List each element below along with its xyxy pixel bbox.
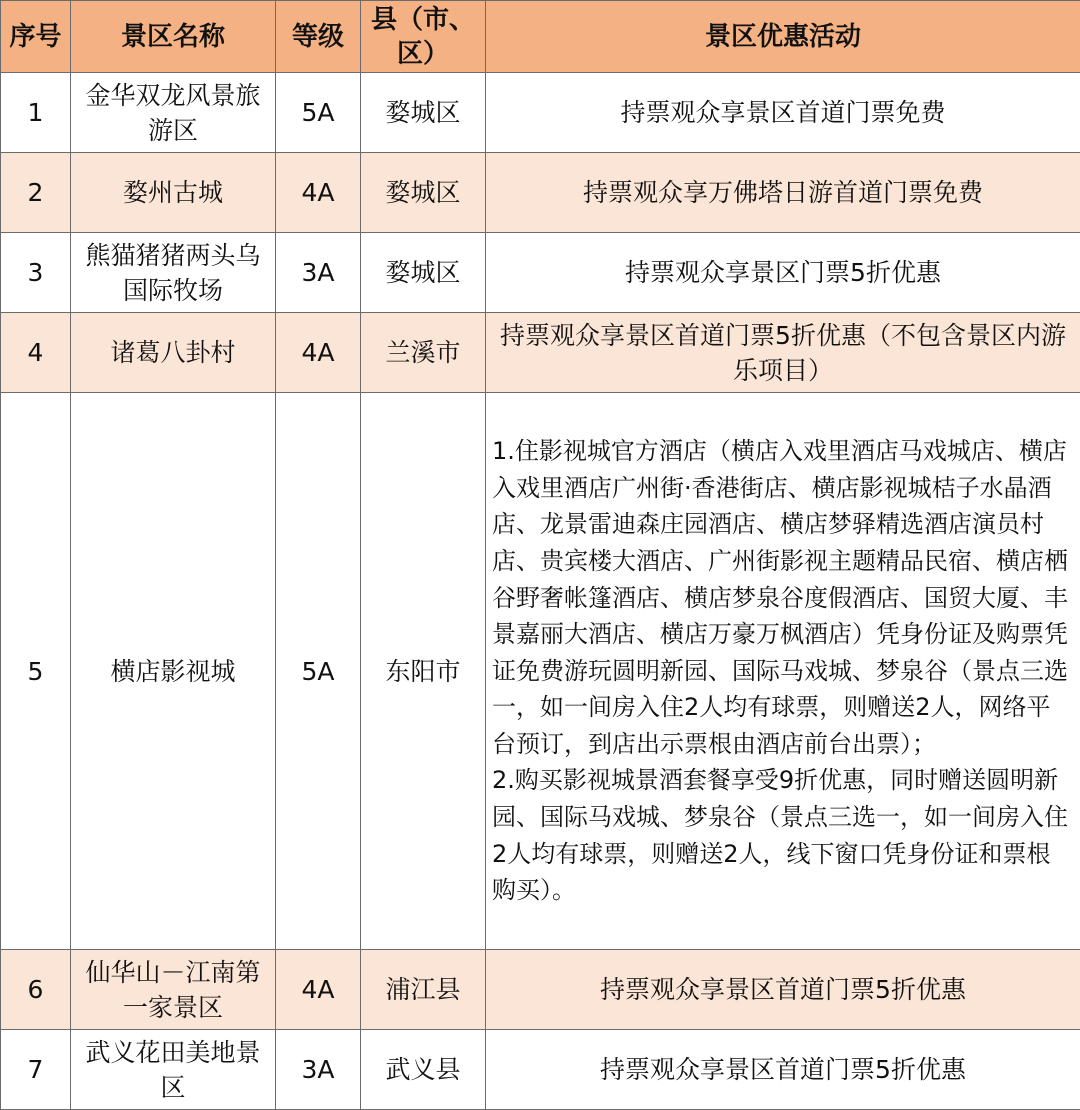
cell-name: 金华双龙风景旅游区 [71,73,276,153]
table-row [1,233,1080,313]
cell-no: 6 [1,950,71,1030]
header-row [1,1,1080,73]
cell-no: 4 [1,313,71,393]
cell-county: 婺城区 [361,73,486,153]
cell-activity: 持票观众享景区首道门票5折优惠 [486,1030,1080,1110]
cell-activity: 持票观众享景区首道门票免费 [486,73,1080,153]
cell-name: 诸葛八卦村 [71,313,276,393]
activity-item-2: 2.购买影视城景酒套餐享受9折优惠，同时赠送圆明新园、国际马戏城、梦泉谷（景点三选一，如一间房入住2人均有球票，则赠送2人，线下窗口凭身份证和票根购买）。 [492,762,1074,908]
cell-grade: 5A [276,73,361,153]
cell-no: 1 [1,73,71,153]
cell-name: 仙华山－江南第一家景区 [71,950,276,1030]
cell-name: 熊猫猪猪两头乌国际牧场 [71,233,276,313]
table-row [1,950,1080,1030]
cell-name: 婺州古城 [71,153,276,233]
table-row [1,393,1080,950]
cell-name: 横店影视城 [71,393,276,950]
cell-grade: 4A [276,950,361,1030]
header-activity: 景区优惠活动 [486,1,1080,73]
table-row [1,73,1080,153]
cell-grade: 4A [276,313,361,393]
cell-no: 5 [1,393,71,950]
cell-activity: 持票观众享景区门票5折优惠 [486,233,1080,313]
cell-activity [486,393,1080,950]
cell-county: 浦江县 [361,950,486,1030]
cell-no: 7 [1,1030,71,1110]
cell-no: 3 [1,233,71,313]
table-row [1,153,1080,233]
cell-grade: 3A [276,233,361,313]
cell-grade: 3A [276,1030,361,1110]
header-county-label: 县（市、区） [371,5,475,69]
cell-activity: 持票观众享景区首道门票5折优惠 [486,950,1080,1030]
cell-grade: 4A [276,153,361,233]
header-county [361,1,486,73]
cell-name: 武义花田美地景区 [71,1030,276,1110]
cell-activity: 持票观众享景区首道门票5折优惠（不包含景区内游乐项目） [486,313,1080,393]
cell-activity: 持票观众享万佛塔日游首道门票免费 [486,153,1080,233]
cell-county: 武义县 [361,1030,486,1110]
header-grade: 等级 [276,1,361,73]
header-no: 序号 [1,1,71,73]
cell-county: 婺城区 [361,233,486,313]
table-row [1,313,1080,393]
activity-item-1: 1.住影视城官方酒店（横店入戏里酒店马戏城店、横店入戏里酒店广州街·香港街店、横店影视城桔子水晶酒店、龙景雷迪森庄园酒店、横店梦驿精选酒店演员村店、贵宾楼大酒店、广州街影视主题精品民宿、横店栖谷野奢帐篷酒店、横店梦泉谷度假酒店、国贸大厦、丰景嘉丽大酒店、横店万豪万枫酒店）凭身份证及购票凭证免费游玩圆明新园、国际马戏城、梦泉谷（景点三选一，如一间房入住2人均有球票，则赠送2人，网络平台预订，到店出示票根由酒店前台出票）； [492,433,1074,762]
cell-grade: 5A [276,393,361,950]
cell-no: 2 [1,153,71,233]
cell-county: 兰溪市 [361,313,486,393]
header-name: 景区名称 [71,1,276,73]
table-row [1,1030,1080,1110]
cell-county: 婺城区 [361,153,486,233]
cell-county: 东阳市 [361,393,486,950]
